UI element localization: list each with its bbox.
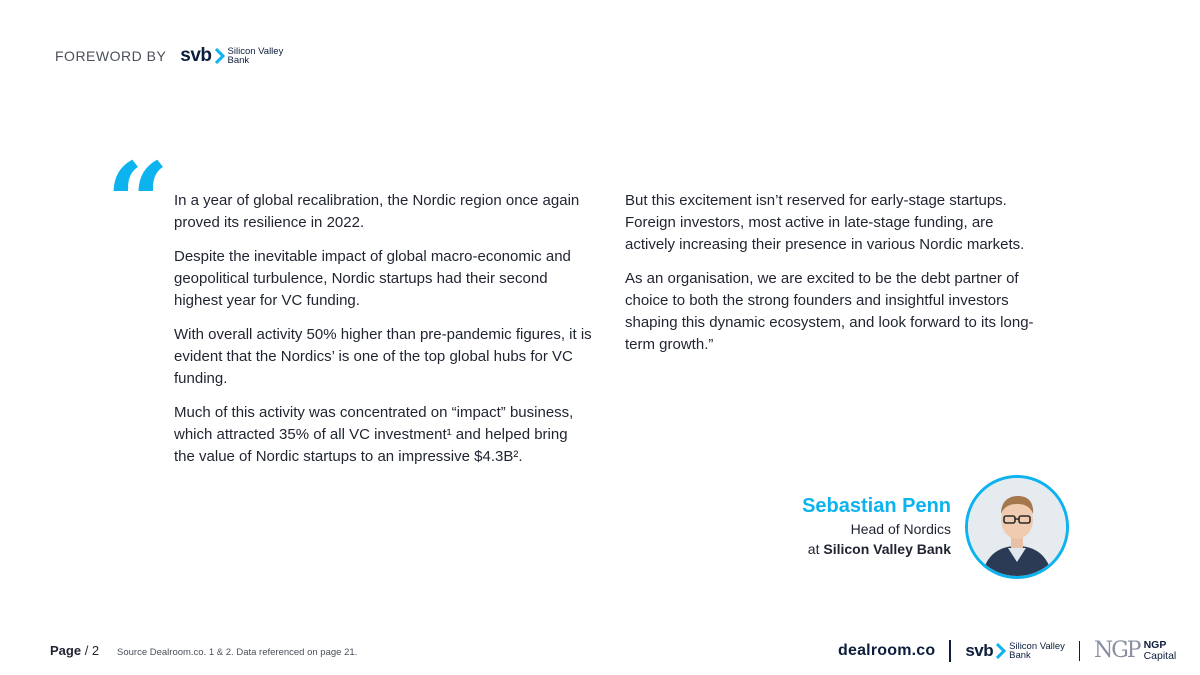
svb-logo-line1: Silicon Valley: [1009, 640, 1065, 652]
svb-logo-text: [228, 47, 284, 65]
quote-mark-icon: “: [106, 138, 170, 267]
svb-chevron-icon: [215, 48, 225, 64]
paragraph: But this excitement isn’t reserved for early-stage startups. Foreign investors, most active in late-stage funding, are actively increasing their presence in various Nordic markets.: [625, 192, 1025, 253]
paragraph: With overall activity 50% higher than pre-pandemic figures, it is evident that the Nordics’ is one of the top global hubs for VC funding.: [174, 326, 592, 387]
source-note: Source Dealroom.co. 1 & 2. Data referenced on page 21.: [117, 647, 358, 658]
ngp-logo-text: [1144, 640, 1177, 662]
logo-divider: [1079, 641, 1080, 661]
footer-logos: [838, 638, 1176, 663]
foreword-left-column: [174, 190, 592, 480]
svb-logo: [180, 45, 283, 67]
svb-footer-logo: [965, 641, 1065, 661]
author-block: [802, 493, 951, 559]
page-label: Page: [50, 643, 82, 658]
ngp-logo-line1: NGP: [1143, 638, 1167, 651]
svb-logo-text: [1009, 642, 1065, 660]
page-number: [50, 643, 99, 658]
svb-logo-line2: Bank: [1009, 649, 1031, 661]
paragraph: As an organisation, we are excited to be the debt partner of choice to both the strong founders and insightful investors shaping this dynamic ecosystem, and look forward to its long-term growth.”: [625, 270, 1034, 353]
page-count: / 2: [84, 643, 100, 658]
paragraph: In a year of global recalibration, the Nordic region once again proved its resilience in 2022.: [174, 192, 580, 231]
svb-logo-line1: Silicon Valley: [227, 46, 284, 57]
header: [55, 45, 283, 67]
svb-chevron-icon: [996, 643, 1006, 659]
author-org-prefix: at: [807, 541, 820, 557]
author-organisation: [802, 539, 951, 559]
ngp-logo-mark: NGP: [1093, 638, 1140, 663]
svb-logo-mark: svb: [965, 640, 994, 660]
ngp-logo-line2: Capital: [1143, 649, 1177, 662]
svb-logo-line2: Bank: [227, 55, 250, 66]
foreword-label: FOREWORD BY: [55, 48, 167, 64]
paragraph: Despite the inevitable impact of global macro-economic and geopolitical turbulence, Nordic startups had their second highest year for VC funding.: [174, 248, 571, 309]
avatar: [965, 475, 1069, 579]
author-name: Sebastian Penn: [802, 495, 951, 517]
dealroom-logo: dealroom.co: [838, 641, 936, 659]
foreword-right-column: [625, 190, 1045, 368]
paragraph: Much of this activity was concentrated on “impact” business, which attracted 35% of all VC investment¹ and helped bring the value of Nordic startups to an impressive $4.3B².: [174, 404, 574, 465]
author-org-name: Silicon Valley Bank: [823, 541, 951, 557]
logo-divider: [949, 640, 951, 662]
author-portrait-icon: [968, 478, 1066, 576]
author-role: Head of Nordics: [850, 521, 951, 537]
svb-logo-mark: svb: [180, 45, 212, 66]
ngp-capital-logo: [1094, 638, 1176, 663]
